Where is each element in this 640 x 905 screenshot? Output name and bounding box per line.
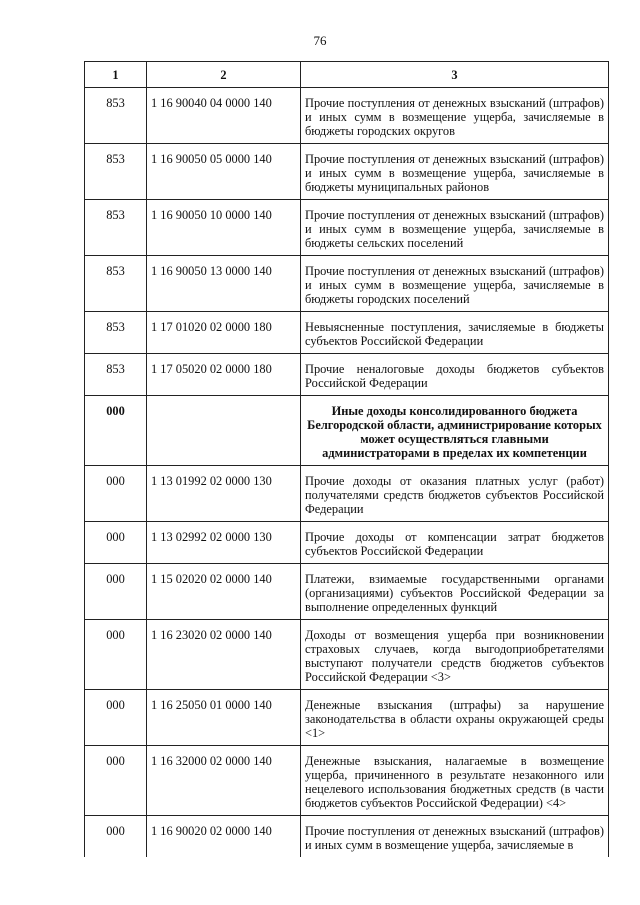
budget-classification-code-cell: 1 16 90040 04 0000 140	[147, 88, 301, 144]
revenue-description-cell: Невыясненные поступления, зачисляемые в бюджеты субъектов Российской Федерации	[301, 312, 609, 354]
revenue-description-cell: Прочие доходы от компенсации затрат бюджетов субъектов Российской Федерации	[301, 522, 609, 564]
budget-classification-code-cell: 1 15 02020 02 0000 140	[147, 564, 301, 620]
admin-code-cell: 853	[85, 88, 147, 144]
table-row	[85, 312, 609, 354]
admin-code-cell: 000	[85, 396, 147, 466]
table-row	[85, 564, 609, 620]
admin-code-cell: 853	[85, 312, 147, 354]
budget-classification-code-cell: 1 16 32000 02 0000 140	[147, 746, 301, 816]
admin-code-cell: 000	[85, 746, 147, 816]
revenue-description-cell: Прочие поступления от денежных взысканий (штрафов) и иных сумм в возмещение ущерба, зачисляемые в	[301, 816, 609, 858]
table-row	[85, 354, 609, 396]
revenue-description-cell: Денежные взыскания, налагаемые в возмещение ущерба, причиненного в результате незаконного или нецелевого использования бюджетных средств (в части бюджетов субъектов Российской Федерации) <4>	[301, 746, 609, 816]
budget-classification-code-cell: 1 13 01992 02 0000 130	[147, 466, 301, 522]
revenue-description-cell: Прочие поступления от денежных взысканий (штрафов) и иных сумм в возмещение ущерба, зачисляемые в бюджеты городских округов	[301, 88, 609, 144]
admin-code-cell: 000	[85, 690, 147, 746]
revenue-description-cell: Денежные взыскания (штрафы) за нарушение законодательства в области охраны окружающей среды <1>	[301, 690, 609, 746]
admin-code-cell: 000	[85, 564, 147, 620]
header-col-1: 1	[85, 62, 147, 88]
table-row	[85, 690, 609, 746]
revenue-description-cell: Прочие доходы от оказания платных услуг (работ) получателями средств бюджетов субъектов Российской Федерации	[301, 466, 609, 522]
budget-classification-code-cell: 1 16 90020 02 0000 140	[147, 816, 301, 858]
revenue-codes-table	[84, 61, 609, 857]
budget-classification-code-cell: 1 16 90050 10 0000 140	[147, 200, 301, 256]
table-group-row	[85, 396, 609, 466]
table-header-row	[85, 62, 609, 88]
revenue-description-cell: Прочие поступления от денежных взысканий (штрафов) и иных сумм в возмещение ущерба, зачисляемые в бюджеты городских поселений	[301, 256, 609, 312]
table-row	[85, 746, 609, 816]
table-row	[85, 522, 609, 564]
budget-classification-code-cell: 1 16 23020 02 0000 140	[147, 620, 301, 690]
table-row	[85, 620, 609, 690]
table-row	[85, 88, 609, 144]
page-number: 76	[313, 33, 327, 48]
budget-classification-code-cell: 1 16 90050 05 0000 140	[147, 144, 301, 200]
table-body	[85, 88, 609, 858]
budget-classification-code-cell: 1 16 25050 01 0000 140	[147, 690, 301, 746]
budget-classification-code-cell: 1 17 01020 02 0000 180	[147, 312, 301, 354]
admin-code-cell: 853	[85, 354, 147, 396]
table-row	[85, 466, 609, 522]
admin-code-cell: 000	[85, 466, 147, 522]
budget-classification-code-cell: 1 17 05020 02 0000 180	[147, 354, 301, 396]
table-row	[85, 144, 609, 200]
revenue-description-cell: Иные доходы консолидированного бюджета Белгородской области, администрирование которых может осуществляться главными администраторами в пределах их компетенции	[301, 396, 609, 466]
revenue-description-cell: Платежи, взимаемые государственными органами (организациями) субъектов Российской Федерации за выполнение определенных функций	[301, 564, 609, 620]
budget-classification-code-cell: 1 13 02992 02 0000 130	[147, 522, 301, 564]
table-row	[85, 256, 609, 312]
admin-code-cell: 000	[85, 522, 147, 564]
table-row	[85, 816, 609, 858]
revenue-description-cell: Прочие поступления от денежных взысканий (штрафов) и иных сумм в возмещение ущерба, зачисляемые в бюджеты муниципальных районов	[301, 144, 609, 200]
revenue-description-cell: Прочие неналоговые доходы бюджетов субъектов Российской Федерации	[301, 354, 609, 396]
budget-classification-code-cell: 1 16 90050 13 0000 140	[147, 256, 301, 312]
revenue-description-cell: Прочие поступления от денежных взысканий (штрафов) и иных сумм в возмещение ущерба, зачисляемые в бюджеты сельских поселений	[301, 200, 609, 256]
revenue-description-cell: Доходы от возмещения ущерба при возникновении страховых случаев, когда выгодоприобретателями выступают получатели средств бюджетов субъектов Российской Федерации <3>	[301, 620, 609, 690]
header-col-3: 3	[301, 62, 609, 88]
header-col-2: 2	[147, 62, 301, 88]
admin-code-cell: 853	[85, 144, 147, 200]
admin-code-cell: 000	[85, 620, 147, 690]
admin-code-cell: 000	[85, 816, 147, 858]
admin-code-cell: 853	[85, 200, 147, 256]
budget-classification-code-cell	[147, 396, 301, 466]
table-row	[85, 200, 609, 256]
admin-code-cell: 853	[85, 256, 147, 312]
